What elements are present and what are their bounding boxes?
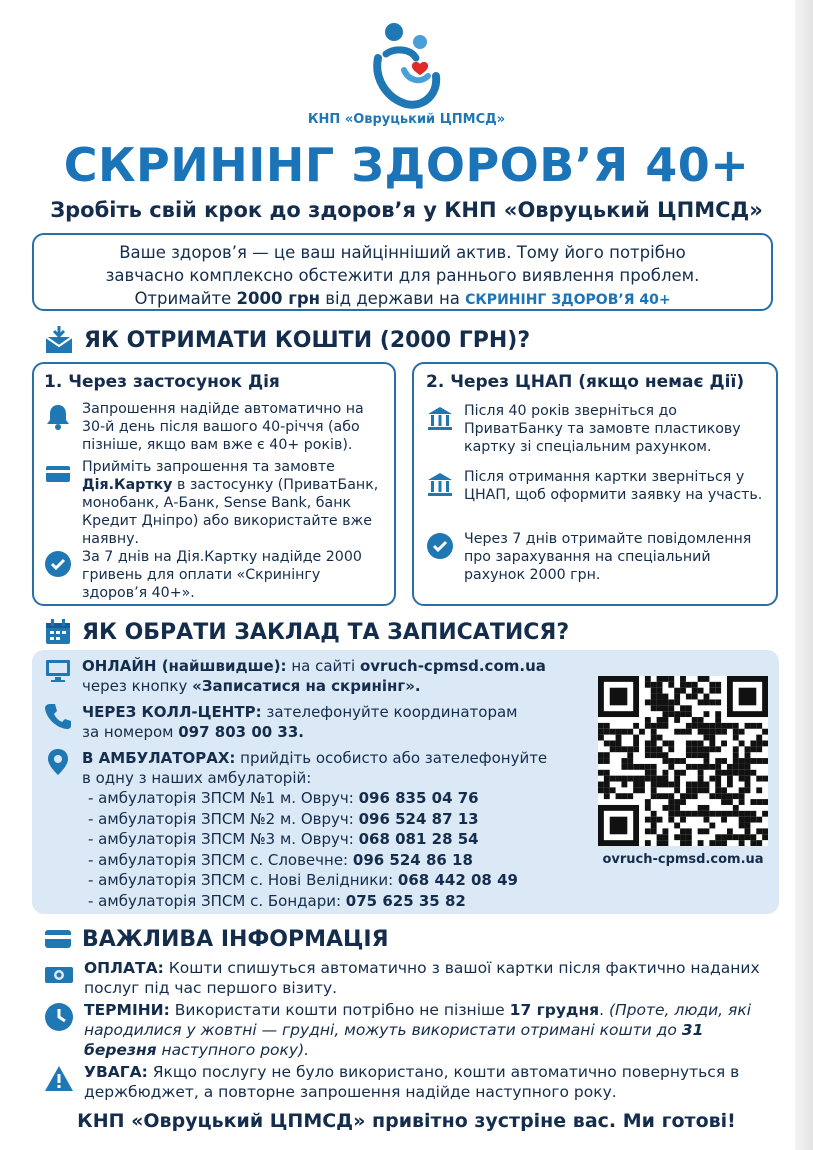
ambulatory-item: - амбулаторія ЗПСМ №1 м. Овруч: 096 835 04 76 — [88, 789, 479, 807]
check-circle-icon — [426, 532, 454, 560]
ambulatory-item: - амбулаторія ЗПСМ №3 м. Овруч: 068 081 28 54 — [88, 830, 479, 848]
location-pin-icon — [44, 748, 72, 776]
info-terms: ТЕРМІНИ: Використати кошти потрібно не пізніше 17 грудня. (Проте, люди, які народилися у жовтні — грудні, можуть використати отримані кошти до 31 березня наступного року). — [44, 1000, 774, 1060]
page-subtitle: Зробіть свій крок до здоров’я у КНП «Овруцький ЦПМСД» — [50, 198, 763, 222]
signup-ambulatory: В АМБУЛАТОРАХ: прийдіть особисто або зателефонуйте в одну з наших амбулаторій: — [44, 748, 547, 788]
ambulatory-item: - амбулаторія ЗПСМ с. Нові Велідники: 068 442 08 49 — [88, 871, 518, 889]
signup-callcenter: ЧЕРЕЗ КОЛЛ-ЦЕНТР: зателефонуйте координаторам за номером 097 803 00 33. — [44, 702, 517, 742]
card-cnap — [412, 362, 778, 606]
bell-icon — [44, 402, 72, 430]
intro-line: Отримайте 2000 грн від держави на СКРИНІНГ ЗДОРОВ’Я 40+ — [134, 289, 671, 308]
card-title: 1. Через застосунок Дія — [44, 372, 280, 392]
list-item: Прийміть запрошення та замовте Дія.Картку в застосунку (ПриватБанк, монобанк, А-Банк, Sense Bank, банк Кредит Дніпро) або використайте вже наявну. — [44, 458, 384, 548]
section-heading-signup: ЯК ОБРАТИ ЗАКЛАД ТА ЗАПИСАТИСЯ? — [44, 618, 569, 646]
qr-caption: ovruch-cpmsd.com.ua — [602, 852, 764, 867]
list-item: Через 7 днів отримайте повідомлення про зарахування на спеціальний рахунок 2000 грн. — [426, 530, 770, 584]
check-circle-icon — [44, 550, 72, 578]
section-heading-funds: ЯК ОТРИМАТИ КОШТИ (2000 ГРН)? — [44, 326, 530, 354]
card-icon — [44, 460, 72, 488]
info-payment: ОПЛАТА: Кошти спишуться автоматично з вашої картки після фактично наданих послуг під час першого візиту. — [44, 958, 774, 998]
calendar-icon — [44, 618, 72, 646]
envelope-download-icon — [44, 326, 74, 354]
ambulatory-item: - амбулаторія ЗПСМ №2 м. Овруч: 096 524 87 13 — [88, 809, 479, 828]
intro-line: Ваше здоров’я — це ваш найцінніший актив. Тому його потрібно — [119, 243, 686, 262]
ambulatory-list — [88, 788, 518, 911]
list-item: Після 40 років зверніться до ПриватБанку та замовте пластикову картку зі спеціальним рахунком. — [426, 402, 770, 456]
page-title: СКРИНІНГ ЗДОРОВ’Я 40+ — [63, 138, 750, 192]
card-icon — [44, 926, 72, 952]
bank-icon — [426, 404, 454, 432]
list-item: Після отримання картки зверніться у ЦНАП, щоб оформити заявку на участь. — [426, 468, 770, 504]
section-heading-info: ВАЖЛИВА ІНФОРМАЦІЯ — [44, 926, 389, 952]
bank-icon — [426, 470, 454, 498]
signup-online: ОНЛАЙН (найшвидше): на сайті ovruch-cpmsd.com.ua через кнопку «Записатися на скринінг». — [44, 656, 546, 696]
intro-line: завчасно комплексно обстежити для раннього виявлення проблем. — [105, 266, 700, 285]
warning-icon — [44, 1064, 74, 1094]
card-diia — [32, 362, 396, 606]
family-logo-icon — [364, 18, 448, 110]
phone-icon — [44, 702, 72, 730]
qr-code[interactable] — [598, 676, 768, 846]
list-item: Запрошення надійде автоматично на 30-й день після вашого 40-річчя (або пізніше, якщо вам вже є 40+ років). — [44, 400, 384, 454]
ambulatory-item: - амбулаторія ЗПСМ с. Бондари: 075 625 35 82 — [88, 891, 466, 910]
card-title: 2. Через ЦНАП (якщо немає Дії) — [426, 372, 745, 392]
intro-box — [32, 233, 773, 311]
org-name: КНП «Овруцький ЦПМСД» — [307, 112, 506, 127]
footer-text: КНП «Овруцький ЦПМСД» привітно зустріне вас. Ми готові! — [77, 1110, 736, 1132]
list-item: За 7 днів на Дія.Картку надійде 2000 гривень для оплати «Скринінгу здоров’я 40+». — [44, 548, 384, 602]
monitor-icon — [44, 656, 72, 684]
ambulatory-item: - амбулаторія ЗПСМ с. Словечне: 096 524 86 18 — [88, 850, 473, 869]
clock-icon — [44, 1002, 74, 1032]
cash-icon — [44, 960, 74, 990]
info-warning: УВАГА: Якщо послугу не було використано, кошти автоматично повернуться в держбюджет, а повторне запрошення надійде наступного року. — [44, 1062, 774, 1102]
